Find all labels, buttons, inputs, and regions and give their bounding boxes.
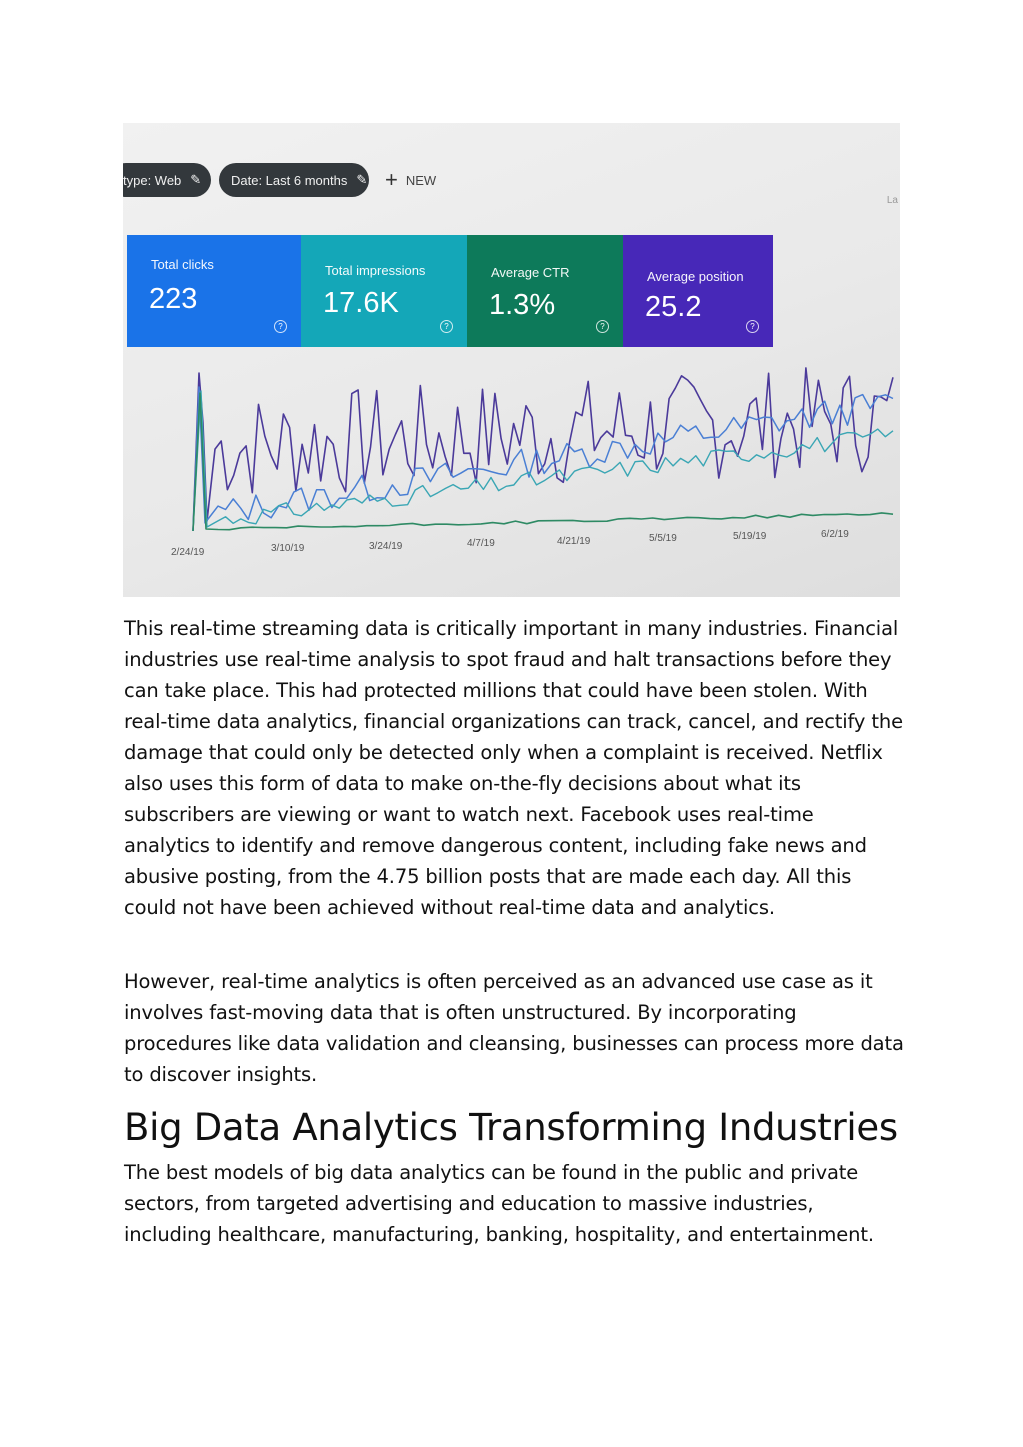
x-axis-label: 3/10/19 bbox=[271, 543, 305, 554]
help-icon: ? bbox=[596, 320, 609, 333]
tile-value: 17.6K bbox=[323, 287, 399, 319]
tile-value: 1.3% bbox=[489, 289, 556, 321]
date-range-chip-label: Date: Last 6 months bbox=[231, 172, 348, 188]
tile-label: Total impressions bbox=[325, 263, 426, 278]
search-type-chip-label: type: Web bbox=[123, 172, 182, 188]
tile-label: Average CTR bbox=[491, 265, 570, 280]
paragraph-realtime-industries: This real-time streaming data is critically important in many industries. Financial industries use real-time analysis to spot fraud and halt transactions before they can take place. This had protected millions that could have been stolen. With real-time data analytics, financial organizations can track, cancel, and rectify the damage that could only be detected only when a complaint is received. Netflix also uses this form of data to make on-the-fly decisions about what its subscribers are viewing or want to watch next. Facebook uses real-time analytics to identify and remove dangerous content, including fake news and abusive posting, from the 4.75 billion posts that are made each day. All this could not have been achieved without real-time data and analytics. bbox=[124, 617, 903, 919]
cropped-corner-text: La bbox=[886, 195, 898, 206]
paragraph-realtime-challenges: However, real-time analytics is often perceived as an advanced use case as it involves fast-moving data that is often unstructured. By incorporating procedures like data validation and cleansing, businesses can process more data to discover insights. bbox=[124, 970, 904, 1086]
analytics-dashboard-photo bbox=[123, 123, 900, 597]
series-line-position bbox=[193, 368, 893, 531]
x-axis-label: 4/21/19 bbox=[557, 536, 591, 547]
pencil-icon: ✎ bbox=[190, 172, 202, 187]
tile-label: Average position bbox=[647, 269, 744, 284]
x-axis-label: 2/24/19 bbox=[171, 547, 205, 558]
x-axis-label: 4/7/19 bbox=[467, 538, 495, 549]
section-body: The best models of big data analytics can be found in the public and private sectors, from targeted advertising and education to massive industries, including healthcare, manufacturing, banking, hospitality, and entertainment. bbox=[124, 1161, 874, 1246]
help-icon: ? bbox=[440, 320, 453, 333]
x-axis-label: 5/19/19 bbox=[733, 531, 767, 542]
x-axis-label: 5/5/19 bbox=[649, 533, 677, 544]
series-line-clicks bbox=[193, 387, 893, 531]
performance-line-chart bbox=[123, 123, 900, 597]
tile-value: 25.2 bbox=[645, 291, 702, 323]
new-filter-label: NEW bbox=[405, 172, 437, 188]
section-heading: Big Data Analytics Transforming Industries bbox=[124, 1106, 898, 1149]
tile-label: Total clicks bbox=[151, 257, 214, 272]
x-axis-label: 6/2/19 bbox=[821, 529, 849, 540]
series-line-impressions bbox=[193, 391, 893, 531]
help-icon: ? bbox=[746, 320, 759, 333]
tile-value: 223 bbox=[149, 283, 198, 315]
x-axis-label: 3/24/19 bbox=[369, 541, 403, 552]
plus-icon: + bbox=[385, 167, 398, 192]
help-icon: ? bbox=[274, 320, 287, 333]
pencil-icon: ✎ bbox=[356, 172, 368, 187]
